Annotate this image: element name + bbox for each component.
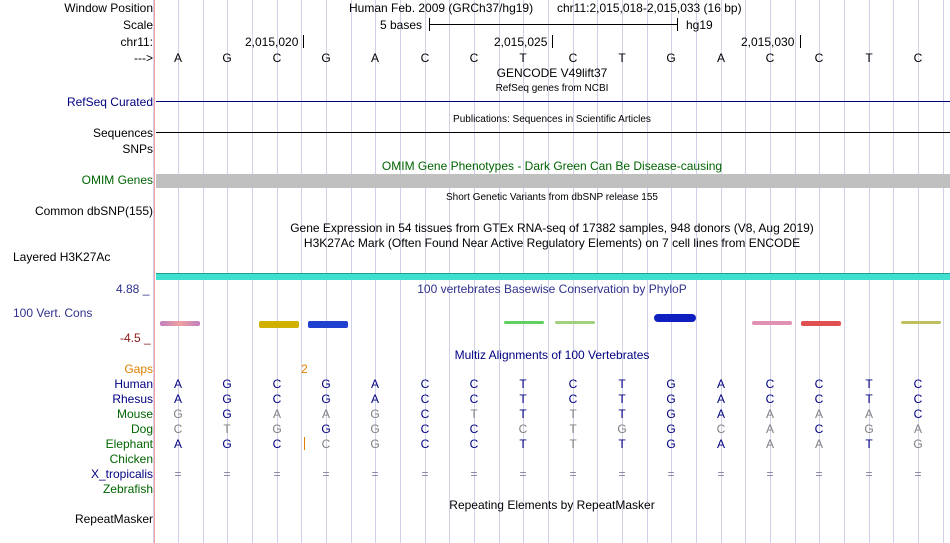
alignment-base: = xyxy=(717,467,725,481)
omim-track-title[interactable]: OMIM Gene Phenotypes - Dark Green Can Be Disease-causing xyxy=(381,159,723,173)
h3k27ac-signal[interactable] xyxy=(156,273,950,280)
alignment-base: G xyxy=(864,422,874,436)
gridline xyxy=(943,0,944,543)
alignment-base: G xyxy=(321,422,331,436)
refseq-curated-label[interactable]: RefSeq Curated xyxy=(66,95,153,109)
alignment-base: T xyxy=(519,407,527,421)
alignment-base: C xyxy=(272,377,282,391)
alignment-base: G xyxy=(321,377,331,391)
alignment-base: = xyxy=(223,467,231,481)
alignment-base: A xyxy=(765,437,774,451)
gaps-label[interactable]: Gaps xyxy=(124,362,153,376)
gridline xyxy=(696,0,697,543)
alignment-base: = xyxy=(421,467,429,481)
gridline xyxy=(795,0,796,543)
alignment-base: C xyxy=(469,392,479,406)
gridline xyxy=(819,0,820,543)
alignment-base: A xyxy=(272,407,281,421)
gridline xyxy=(375,0,376,543)
reference-base: A xyxy=(370,51,379,65)
tick-label-2: 2,015,025 xyxy=(494,35,548,49)
alignment-base: C xyxy=(321,437,331,451)
alignment-base: A xyxy=(913,422,922,436)
alignment-base: C xyxy=(765,392,775,406)
alignment-base: T xyxy=(618,377,626,391)
alignment-base: C xyxy=(814,392,824,406)
label-divider xyxy=(154,0,155,543)
species-label-zebrafish[interactable]: Zebrafish xyxy=(102,482,153,496)
reference-base: C xyxy=(568,51,578,65)
gridline xyxy=(326,0,327,543)
gridline xyxy=(425,0,426,543)
omim-gene-bar[interactable] xyxy=(156,174,950,188)
alignment-base: C xyxy=(420,422,430,436)
alignment-base: G xyxy=(272,422,282,436)
alignment-base: C xyxy=(518,422,528,436)
alignment-base: C xyxy=(568,377,578,391)
alignment-base: G xyxy=(173,407,183,421)
phylop-mark xyxy=(504,321,544,324)
gridline xyxy=(869,0,870,543)
species-label-rhesus[interactable]: Rhesus xyxy=(112,392,153,406)
tick-label-3: 2,015,030 xyxy=(741,35,795,49)
refseq-track-title[interactable]: RefSeq genes from NCBI xyxy=(495,83,609,94)
gridline xyxy=(178,0,179,543)
alignment-base: = xyxy=(322,467,330,481)
alignment-base: T xyxy=(470,407,478,421)
alignment-base: T xyxy=(618,392,626,406)
alignment-base: = xyxy=(618,467,626,481)
alignment-base: G xyxy=(222,392,232,406)
alignment-base: = xyxy=(667,467,675,481)
h3k27ac-track-title[interactable]: H3K27Ac Mark (Often Found Near Active Regulatory Elements) on 7 cell lines from ENCODE xyxy=(303,236,801,250)
alignment-base: C xyxy=(814,377,824,391)
phylop-max-value: 4.88 _ xyxy=(116,282,150,296)
reference-base: C xyxy=(814,51,824,65)
alignment-base: C xyxy=(913,392,923,406)
alignment-base: = xyxy=(914,467,922,481)
gridline xyxy=(400,0,401,543)
gridline xyxy=(252,0,253,543)
gridline xyxy=(745,0,746,543)
alignment-base: T xyxy=(865,377,873,391)
alignment-base: = xyxy=(865,467,873,481)
alignment-base: T xyxy=(618,437,626,451)
species-label-x-tropicalis[interactable]: X_tropicalis xyxy=(90,467,153,481)
tick-label-1: 2,015,020 xyxy=(245,35,299,49)
alignment-base: A xyxy=(173,392,182,406)
alignment-base: A xyxy=(864,407,873,421)
scale-bar-left-cap xyxy=(429,18,430,31)
multiz-track-title[interactable]: Multiz Alignments of 100 Vertebrates xyxy=(454,348,650,362)
alignment-base: = xyxy=(174,467,182,481)
alignment-base: C xyxy=(814,422,824,436)
alignment-base: G xyxy=(370,437,380,451)
layered-h3k27ac-label[interactable]: Layered H3K27Ac xyxy=(13,250,111,264)
snps-label[interactable]: SNPs xyxy=(122,142,153,156)
species-label-chicken[interactable]: Chicken xyxy=(109,452,153,466)
alignment-base: T xyxy=(519,377,527,391)
scale-bar xyxy=(429,24,678,25)
gridline xyxy=(474,0,475,543)
alignment-base: G xyxy=(370,422,380,436)
scale-label: Scale xyxy=(122,18,153,32)
phylop-mark xyxy=(308,321,348,328)
gridline xyxy=(893,0,894,543)
refseq-curated-line[interactable] xyxy=(156,101,950,102)
phylop-mark xyxy=(160,321,200,326)
alignment-base: C xyxy=(420,392,430,406)
reference-base: T xyxy=(865,51,873,65)
alignment-base: T xyxy=(569,422,577,436)
phylop-min-value: -4.5 _ xyxy=(120,331,151,345)
sequences-line[interactable] xyxy=(156,132,950,133)
reference-base: G xyxy=(222,51,232,65)
reference-base: C xyxy=(765,51,775,65)
sequences-label[interactable]: Sequences xyxy=(92,126,153,140)
alignment-base: G xyxy=(666,407,676,421)
alignment-base: T xyxy=(519,392,527,406)
alignment-base: A xyxy=(173,377,182,391)
reference-base: G xyxy=(321,51,331,65)
alignment-base: = xyxy=(470,467,478,481)
alignment-base: C xyxy=(420,407,430,421)
alignment-base: = xyxy=(273,467,281,481)
gridline xyxy=(449,0,450,543)
repeatmasker-label[interactable]: RepeatMasker xyxy=(74,512,153,526)
chrom-label[interactable]: chr11: xyxy=(120,35,153,49)
phylop-mark xyxy=(801,321,841,326)
alignment-base: G xyxy=(666,377,676,391)
window-coordinates[interactable]: chr11:2,015,018-2,015,033 (16 bp) xyxy=(557,1,742,15)
gap-count: 2 xyxy=(301,362,308,376)
alignment-base: G xyxy=(666,392,676,406)
omim-genes-label[interactable]: OMIM Genes xyxy=(81,173,153,187)
species-label-mouse[interactable]: Mouse xyxy=(116,407,153,421)
phylop-mark xyxy=(259,321,299,328)
species-label-elephant[interactable]: Elephant xyxy=(105,437,153,451)
alignment-base: C xyxy=(913,407,923,421)
gridline xyxy=(351,0,352,543)
reference-base: A xyxy=(173,51,182,65)
tick-mark-1 xyxy=(303,35,304,48)
gencode-track-title[interactable]: GENCODE V49lift37 xyxy=(496,66,608,80)
window-position-label: Window Position xyxy=(64,1,153,15)
scale-value: 5 bases xyxy=(380,18,423,32)
alignment-base: A xyxy=(370,392,379,406)
gridline xyxy=(721,0,722,543)
gridline xyxy=(277,0,278,543)
gridline xyxy=(203,0,204,543)
reference-base: C xyxy=(272,51,282,65)
gtex-track-title[interactable]: Gene Expression in 54 tissues from GTEx RNA-seq of 17382 samples, 948 donors (V8, Aug 2019) xyxy=(290,221,814,235)
alignment-base: A xyxy=(370,377,379,391)
phylop-mark xyxy=(752,321,792,325)
alignment-base: C xyxy=(469,377,479,391)
alignment-base: = xyxy=(371,467,379,481)
alignment-base: A xyxy=(716,377,725,391)
alignment-base: C xyxy=(420,377,430,391)
alignment-base: A xyxy=(716,392,725,406)
gridline xyxy=(770,0,771,543)
alignment-base: C xyxy=(272,392,282,406)
alignment-base: G xyxy=(222,407,232,421)
species-label-human[interactable]: Human xyxy=(114,377,153,391)
alignment-base: A xyxy=(814,407,823,421)
gridline xyxy=(918,0,919,543)
alignment-base: C xyxy=(272,437,282,451)
reference-base: T xyxy=(519,51,527,65)
alignment-base: C xyxy=(469,422,479,436)
assembly-name[interactable]: Human Feb. 2009 (GRCh37/hg19) xyxy=(349,1,534,15)
phylop-mark xyxy=(555,321,595,324)
alignment-base: C xyxy=(913,377,923,391)
elephant-gap-marker xyxy=(304,437,305,450)
gridline xyxy=(671,0,672,543)
strand-label: ---> xyxy=(134,51,153,65)
alignment-base: = xyxy=(766,467,774,481)
alignment-base: A xyxy=(765,407,774,421)
tick-mark-3 xyxy=(800,35,801,48)
reference-base: A xyxy=(716,51,725,65)
alignment-base: A xyxy=(321,407,330,421)
reference-base: T xyxy=(618,51,626,65)
alignment-base: A xyxy=(173,437,182,451)
alignment-base: T xyxy=(519,437,527,451)
alignment-base: G xyxy=(370,407,380,421)
scale-bar-right-cap xyxy=(677,18,678,31)
species-label-dog[interactable]: Dog xyxy=(130,422,153,436)
vert-cons-label[interactable]: 100 Vert. Cons xyxy=(13,306,93,320)
reference-base: C xyxy=(913,51,923,65)
scale-db: hg19 xyxy=(686,18,713,32)
alignment-base: A xyxy=(765,422,774,436)
publications-track-title[interactable]: Publications: Sequences in Scientific Articles xyxy=(453,114,651,125)
reference-base: G xyxy=(666,51,676,65)
alignment-base: T xyxy=(618,407,626,421)
gridline xyxy=(647,0,648,543)
gridline xyxy=(301,0,302,543)
alignment-base: A xyxy=(814,437,823,451)
reference-base: C xyxy=(469,51,479,65)
repeatmasker-track-title[interactable]: Repeating Elements by RepeatMasker xyxy=(449,498,655,512)
alignment-base: C xyxy=(568,392,578,406)
alignment-base: G xyxy=(913,437,923,451)
alignment-base: T xyxy=(223,422,231,436)
alignment-base: G xyxy=(666,422,676,436)
alignment-base: C xyxy=(469,437,479,451)
alignment-base: = xyxy=(815,467,823,481)
alignment-base: C xyxy=(420,437,430,451)
alignment-base: = xyxy=(519,467,527,481)
phylop-track-title[interactable]: 100 vertebrates Basewise Conservation by PhyloP xyxy=(417,282,687,296)
alignment-base: T xyxy=(865,392,873,406)
common-dbsnp-label[interactable]: Common dbSNP(155) xyxy=(34,204,153,218)
alignment-base: G xyxy=(617,422,627,436)
reference-base: C xyxy=(420,51,430,65)
alignment-base: G xyxy=(222,377,232,391)
alignment-base: G xyxy=(321,392,331,406)
alignment-base: C xyxy=(716,422,726,436)
phylop-mark xyxy=(654,314,696,322)
gridline xyxy=(227,0,228,543)
gridline xyxy=(622,0,623,543)
dbsnp-track-title[interactable]: Short Genetic Variants from dbSNP release 155 xyxy=(446,192,658,203)
gridline xyxy=(844,0,845,543)
alignment-base: C xyxy=(173,422,183,436)
alignment-base: A xyxy=(716,407,725,421)
tick-mark-2 xyxy=(552,35,553,48)
alignment-base: T xyxy=(865,437,873,451)
alignment-base: C xyxy=(765,377,775,391)
alignment-base: G xyxy=(666,437,676,451)
alignment-base: T xyxy=(569,407,577,421)
alignment-base: A xyxy=(716,437,725,451)
alignment-base: = xyxy=(569,467,577,481)
alignment-base: G xyxy=(222,437,232,451)
alignment-base: T xyxy=(569,437,577,451)
phylop-mark xyxy=(901,321,941,324)
